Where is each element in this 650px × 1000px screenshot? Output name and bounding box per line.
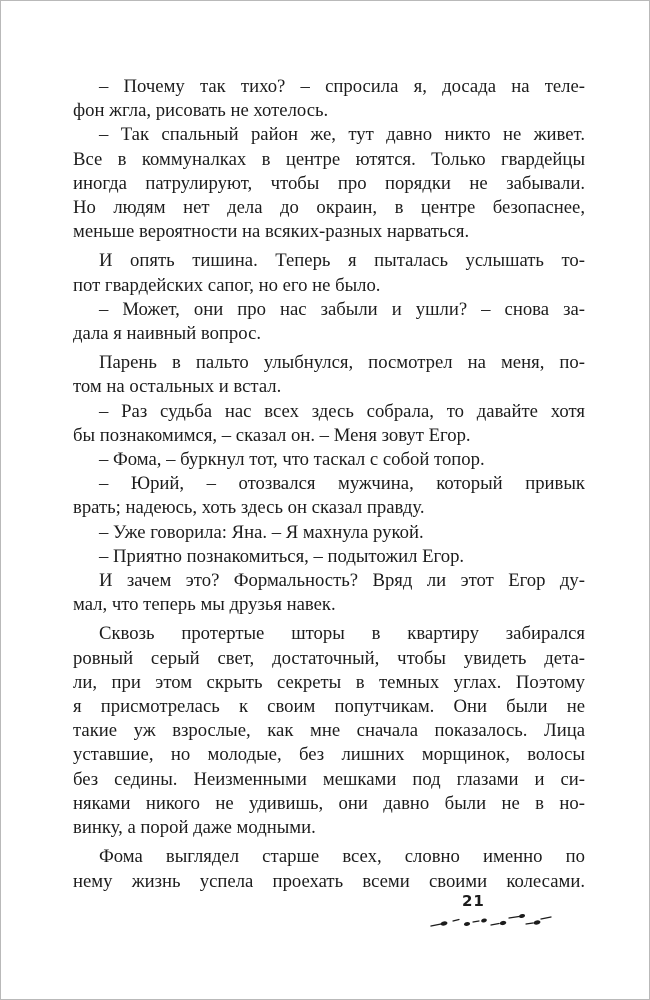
text-line: иногда патрулируют, чтобы про порядки не забывали. [73, 172, 585, 194]
text-line: врать; надеюсь, хоть здесь он сказал правду. [73, 497, 425, 519]
text-line: пот гвардейских сапог, но его не было. [73, 274, 381, 296]
text-line: фон жгла, рисовать не хотелось. [73, 100, 329, 122]
text-line: ли, при этом скрыть секреты в темных углах. Поэтому [73, 671, 585, 693]
text-line: Фома выглядел старше всех, словно именно по [99, 846, 585, 868]
text-line: – Так спальный район же, тут давно никто не живет. [99, 124, 585, 146]
text-line: – Юрий, – отозвался мужчина, который привык [99, 473, 585, 495]
text-line: Все в коммуналках в центре ютятся. Только гвардейцы [73, 148, 585, 170]
text-line: такие уж взрослые, как мне сначала показалось. Лица [73, 720, 585, 742]
text-line: – Раз судьба нас всех здесь собрала, то давайте хотя [99, 400, 585, 422]
text-line: Парень в пальто улыбнулся, посмотрел на меня, по- [99, 352, 585, 374]
text-line: меньше вероятности на всяких-разных нарваться. [73, 221, 470, 243]
text-line: нему жизнь успела проехать всеми своими колесами. [73, 870, 585, 892]
text-line: – Приятно познакомиться, – подытожил Егор. [99, 545, 465, 567]
body-text [73, 75, 585, 894]
text-line: винку, а порой даже модными. [73, 817, 316, 839]
text-line: И зачем это? Формальность? Вряд ли этот Егор ду- [99, 570, 585, 592]
text-line: уставшие, но молодые, без лишних морщинок, волосы [73, 744, 585, 766]
text-line: бы познакомимся, – сказал он. – Меня зовут Егор. [73, 424, 471, 446]
text-line: няками никого не удивишь, они давно были не в но- [73, 792, 585, 814]
text-line: – Уже говорила: Яна. – Я махнула рукой. [99, 521, 424, 543]
footprints-ornament-icon [427, 911, 555, 931]
text-line: том на остальных и встал. [73, 376, 282, 398]
text-line: – Почему так тихо? – спросила я, досада на теле- [99, 76, 585, 97]
text-line: И опять тишина. Теперь я пыталась услышать то- [99, 250, 585, 272]
text-line: я присмотрелась к своим попутчикам. Они были не [73, 696, 585, 718]
text-line: – Может, они про нас забыли и ушли? – снова за- [99, 298, 585, 320]
page-number: 21 [462, 892, 485, 910]
text-line: Сквозь протертые шторы в квартиру забирался [99, 623, 585, 645]
text-line: – Фома, – буркнул тот, что таскал с собой топор. [99, 449, 485, 471]
text-line: дала я наивный вопрос. [73, 323, 262, 345]
text-line: без седины. Неизменными мешками под глазами и си- [73, 768, 585, 790]
text-line: Но людям нет дела до окраин, в центре безопаснее, [73, 197, 585, 219]
text-line: ровный серый свет, достаточный, чтобы увидеть дета- [73, 647, 585, 669]
text-line: мал, что теперь мы друзья навек. [73, 594, 336, 616]
